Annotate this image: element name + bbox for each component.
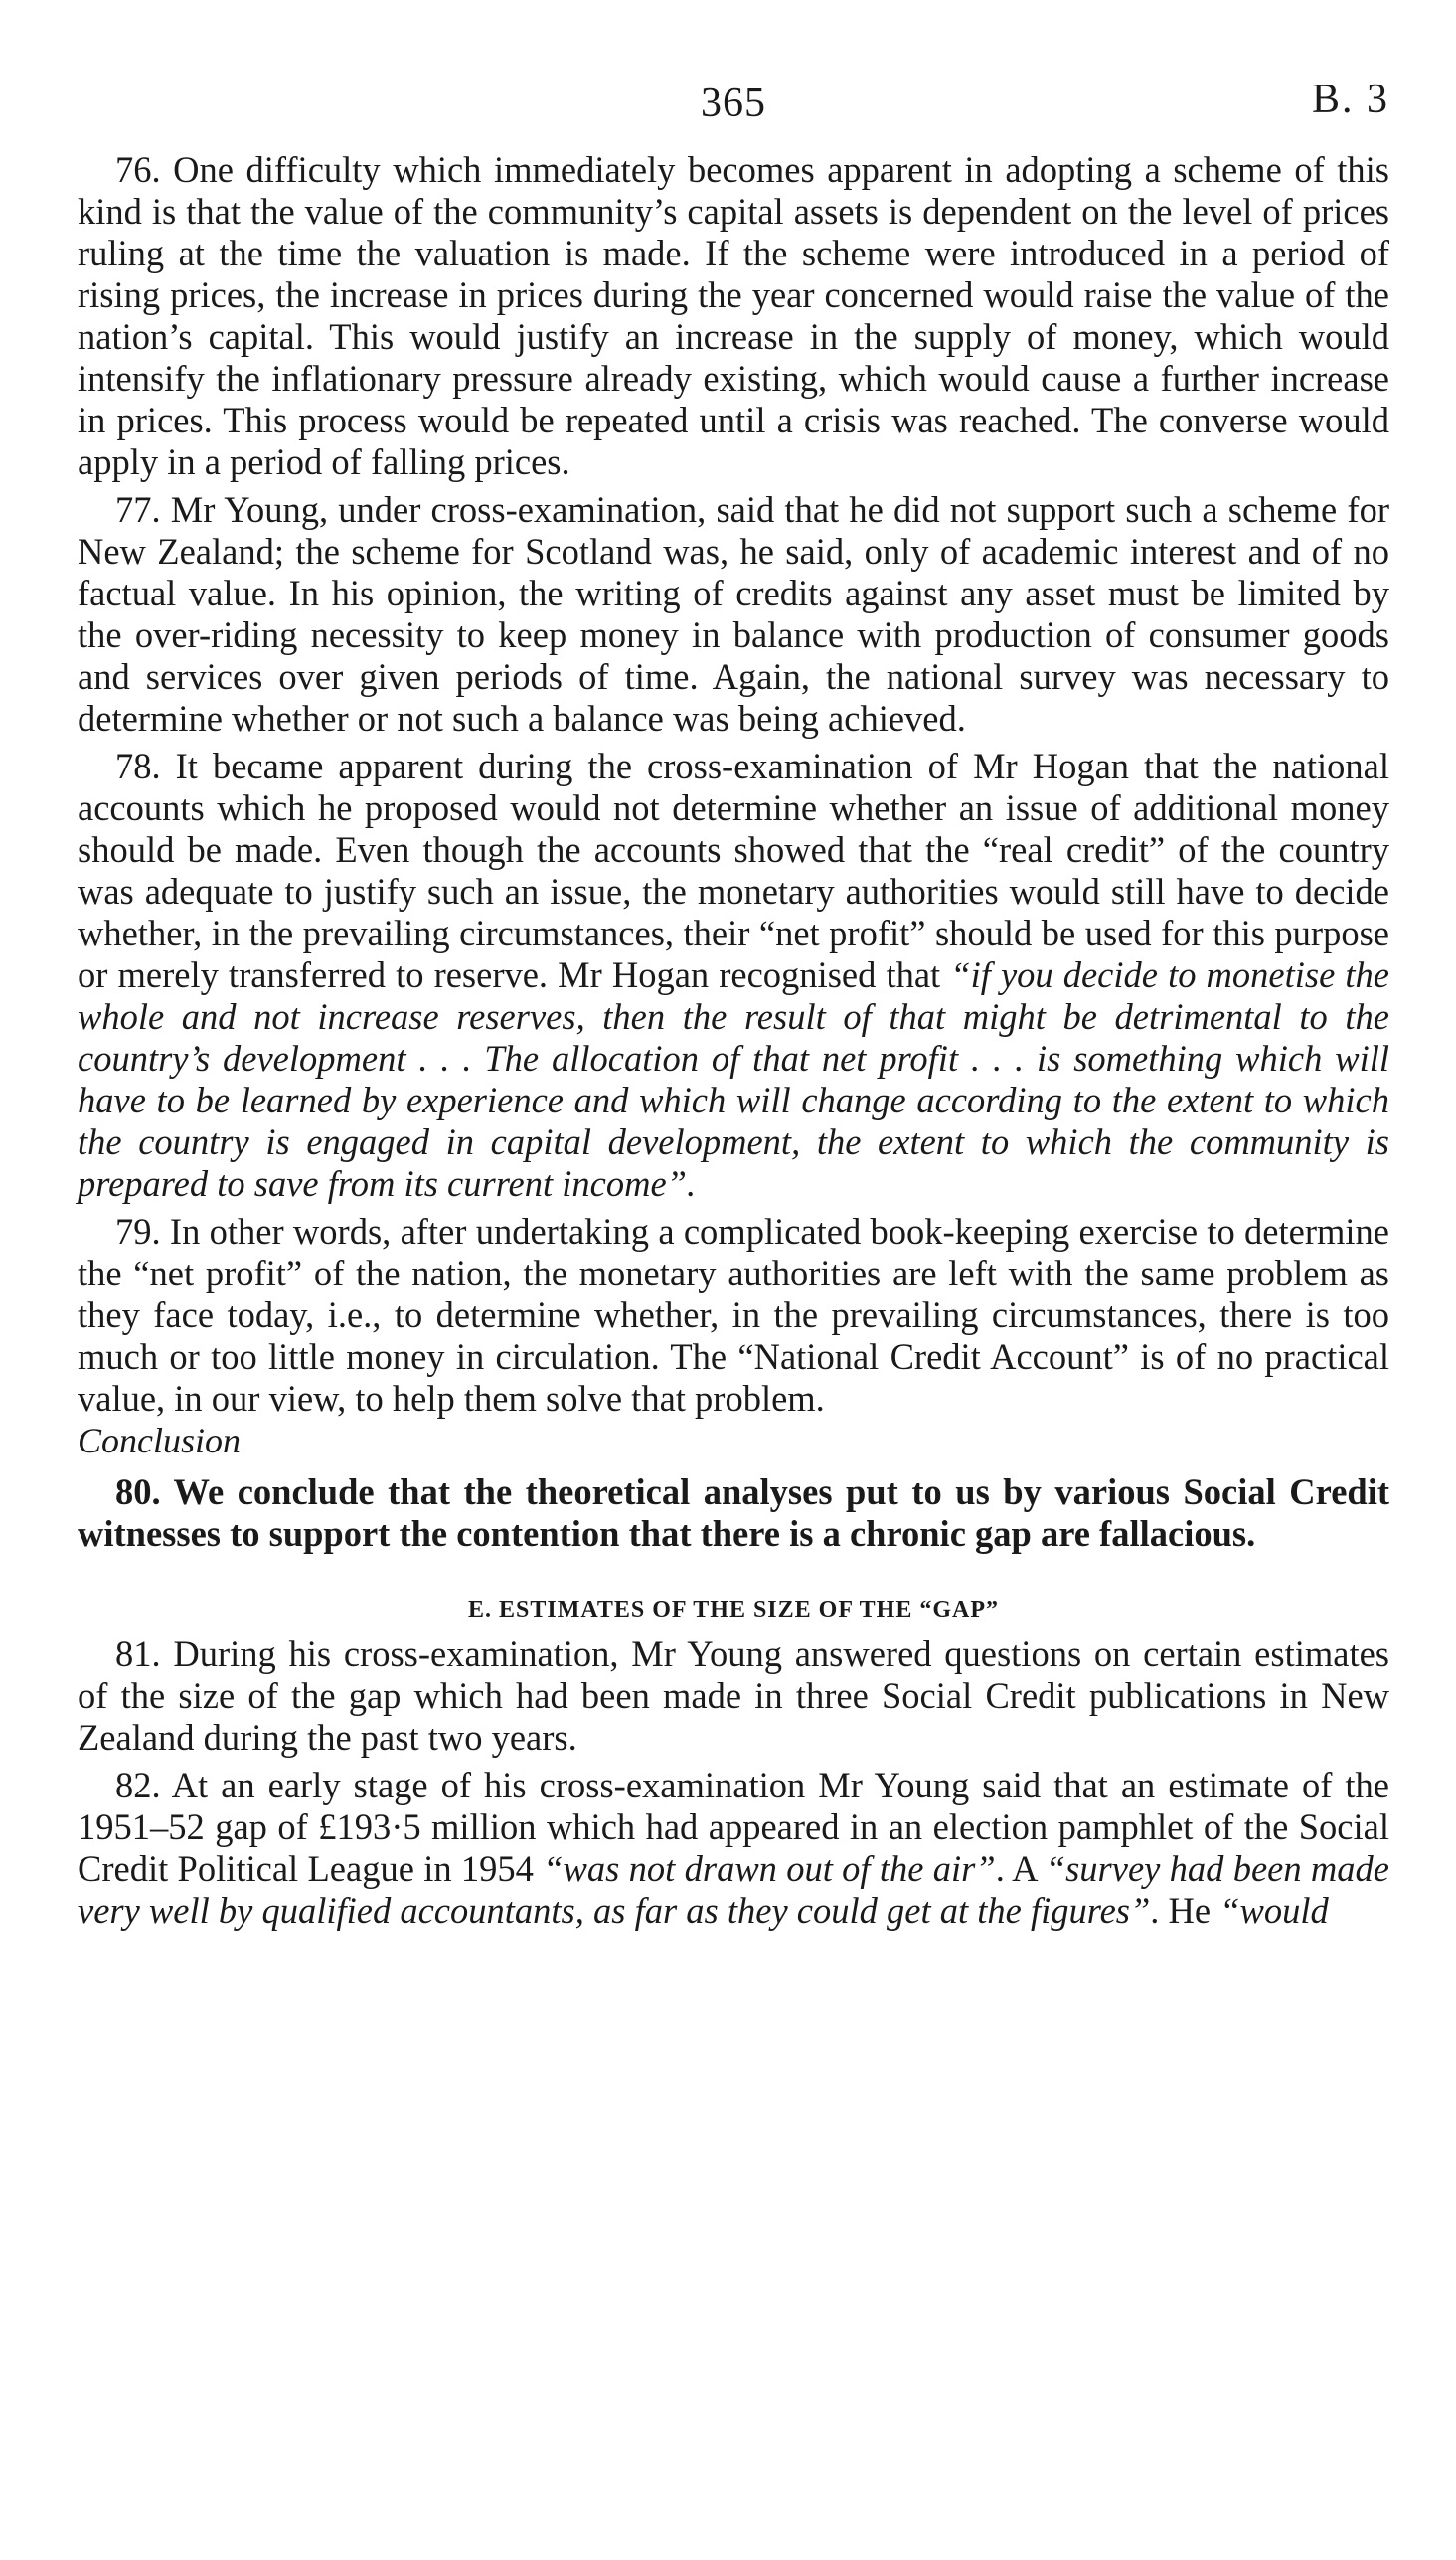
page-reference: B. 3 xyxy=(1311,77,1389,122)
conclusion-heading: Conclusion xyxy=(78,1421,242,1460)
paragraph-82-text-a: 82. At an early stage of his cross-examination Mr Young said that an estimate of the 1951–52 gap of £193·5 million which had appeared in an election pamphlet of the Social Credit Political League in 1954 xyxy=(78,1765,1389,1889)
paragraph-82-quote-1: “was not drawn out of the air” xyxy=(543,1848,996,1889)
paragraph-78 xyxy=(78,746,1389,1205)
paragraph-82-text-b: . A xyxy=(995,1848,1046,1889)
paragraph-76: 76. One difficulty which immediately becomes apparent in adopting a scheme of this kind is that the value of the community’s capital assets is dependent on the level of prices ruling at the time the valuation is made. If the scheme were introduced in a period of rising prices, the increase in prices during the year concerned would raise the value of the nation’s capital. This would justify an increase in the supply of money, which would intensify the inflationary pressure already existing, which would cause a further increase in prices. This process would be repeated until a crisis was reached. The converse would apply in a period of falling prices. xyxy=(78,149,1389,482)
paragraph-77: 77. Mr Young, under cross-examination, said that he did not support such a scheme for New Zealand; the scheme for Scotland was, he said, only of academic interest and of no factual value. In his opinion, the writing of credits against any asset must be limited by the over-riding necessity to keep money in balance with production of consumer goods and services over given periods of time. Again, the national survey was necessary to determine whether or not such a balance was being achieved. xyxy=(78,489,1389,739)
paragraph-82-quote-2: “survey had been made very well by qualified accountants, as far as they could get at the figures” xyxy=(78,1848,1389,1931)
paragraph-80: 80. We conclude that the theoretical analyses put to us by various Social Credit witnesses to support the contention that there is a chronic gap are fallacious. xyxy=(78,1471,1389,1554)
paragraph-82-text-c: . He xyxy=(1150,1890,1220,1931)
paragraph-78-text: 78. It became apparent during the cross-examination of Mr Hogan that the national accounts which he proposed would not determine whether an issue of additional money should be made. Even though the accounts showed that the “real credit” of the country was adequate to justify such an issue, the monetary authorities would still have to decide whether, in the prevailing circumstances, their “net profit” should be used for this purpose or merely transferred to reserve. Mr Hogan recognised that xyxy=(78,746,1389,995)
section-e-title: E. ESTIMATES OF THE SIZE OF THE “GAP” xyxy=(467,1597,999,1622)
paragraph-82-quote-3: “would xyxy=(1219,1890,1329,1931)
page-number: 365 xyxy=(701,81,766,126)
paragraph-81: 81. During his cross-examination, Mr Young answered questions on certain estimates of the size of the gap which had been made in three Social Credit publications in New Zealand during the past two years. xyxy=(78,1633,1389,1758)
page-header xyxy=(78,70,1389,149)
document-page xyxy=(78,70,1389,1932)
paragraph-78-quote: “if you decide to monetise the whole and not increase reserves, then the result of that might be detrimental to the country’s development . . . The allocation of that net profit . . . is something which will have to be learned by experience and which will change according to the extent to which the country is engaged in capital development, the extent to which the community is prepared to save from its current income”. xyxy=(78,954,1389,1204)
paragraph-79: 79. In other words, after undertaking a complicated book-keeping exercise to determine the “net profit” of the nation, the monetary authorities are left with the same problem as they face today, i.e., to determine whether, in the prevailing circumstances, there is too much or too little money in circulation. The “National Credit Account” is of no practical value, in our view, to help them solve that problem. xyxy=(78,1211,1389,1419)
paragraph-82 xyxy=(78,1765,1389,1932)
